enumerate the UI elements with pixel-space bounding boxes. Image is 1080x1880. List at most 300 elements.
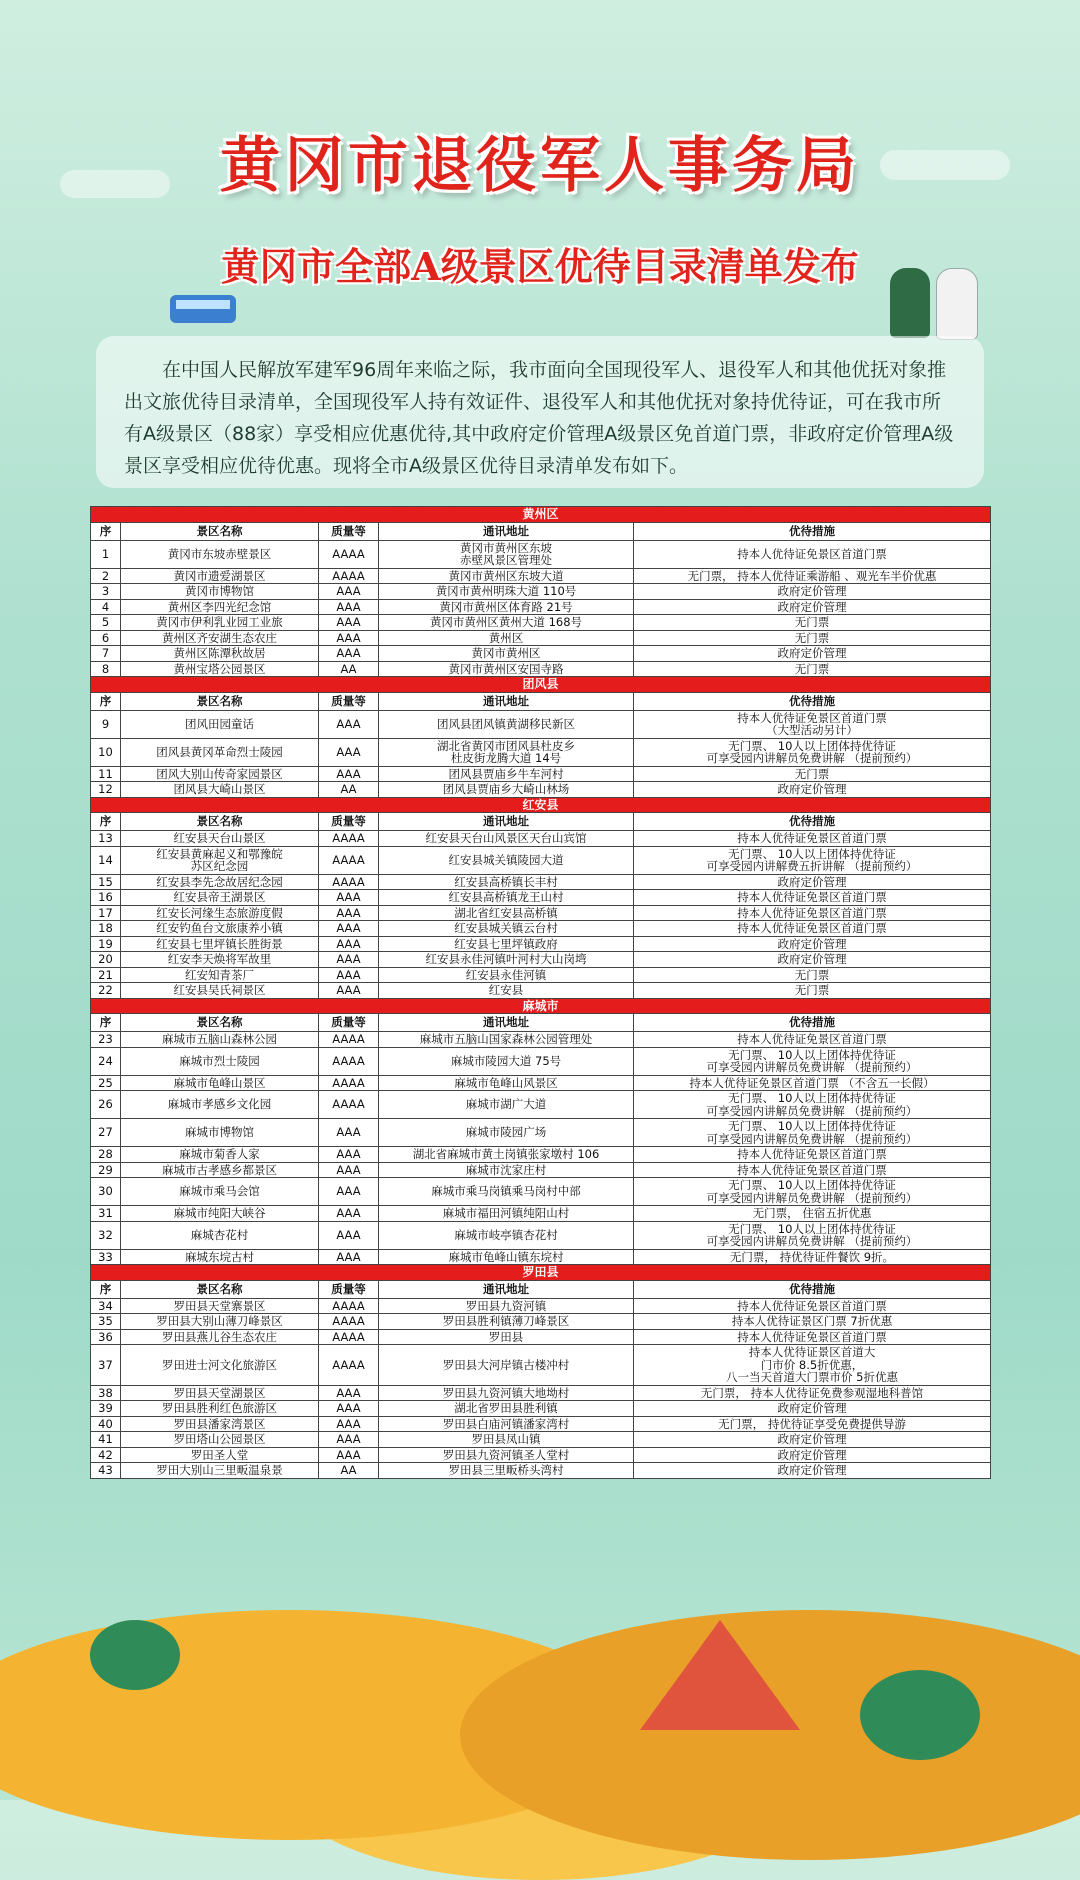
cell-index: 40 [91, 1416, 121, 1432]
cell-name: 黄冈市博物馆 [121, 584, 319, 600]
table-row [91, 646, 991, 662]
section-title: 团风县 [91, 677, 991, 693]
cell-name: 麻城市烈士陵园 [121, 1047, 319, 1075]
column-header-row [91, 522, 991, 540]
cell-index: 19 [91, 936, 121, 952]
table-row [91, 905, 991, 921]
cell-index: 25 [91, 1075, 121, 1091]
cell-name: 红安县帝王湖景区 [121, 890, 319, 906]
cell-grade: AAA [319, 1432, 379, 1448]
cell-address: 麻城市陵园大道 75号 [379, 1047, 634, 1075]
cell-policy: 无门票、 10人以上团体持优待证 可享受园内讲解员免费讲解 （提前预约） [634, 1221, 991, 1249]
cell-policy: 政府定价管理 [634, 584, 991, 600]
cell-address: 麻城市岐亭镇杏花村 [379, 1221, 634, 1249]
cell-grade: AAA [319, 599, 379, 615]
column-header: 优待措施 [634, 522, 991, 540]
cell-name: 麻城市博物馆 [121, 1119, 319, 1147]
cell-grade: AAAA [319, 1329, 379, 1345]
table-row [91, 831, 991, 847]
cell-address: 湖北省红安县高桥镇 [379, 905, 634, 921]
cell-address: 罗田县九资河镇圣人堂村 [379, 1447, 634, 1463]
cell-address: 湖北省麻城市黄土岗镇张家墩村 106 [379, 1147, 634, 1163]
cell-index: 21 [91, 967, 121, 983]
cell-grade: AAA [319, 1249, 379, 1265]
cell-name: 红安长河缘生态旅游度假 [121, 905, 319, 921]
column-header: 序 [91, 1280, 121, 1298]
cell-policy: 无门票， 持优待证享受免费提供导游 [634, 1416, 991, 1432]
cell-address: 黄州区 [379, 630, 634, 646]
cell-index: 30 [91, 1178, 121, 1206]
cell-name: 黄州区齐安湖生态农庄 [121, 630, 319, 646]
cell-index: 29 [91, 1162, 121, 1178]
cell-policy: 无门票、 10人以上团体持优待证 可享受园内讲解员免费讲解 （提前预约） [634, 1178, 991, 1206]
table-row [91, 1345, 991, 1386]
cell-name: 罗田县胜利红色旅游区 [121, 1401, 319, 1417]
cell-grade: AAA [319, 646, 379, 662]
cell-policy: 无门票， 持本人优待证免费参观湿地科普馆 [634, 1385, 991, 1401]
cell-name: 麻城市五脑山森林公园 [121, 1032, 319, 1048]
cell-address: 黄冈市黄州区东坡 赤壁风景区管理处 [379, 540, 634, 568]
cell-grade: AAA [319, 630, 379, 646]
cell-index: 13 [91, 831, 121, 847]
cell-grade: AAA [319, 1162, 379, 1178]
cell-index: 35 [91, 1314, 121, 1330]
section-title: 黄州区 [91, 507, 991, 523]
cell-address: 黄冈市黄州区 [379, 646, 634, 662]
table-row [91, 846, 991, 874]
cell-name: 麻城市纯阳大峡谷 [121, 1206, 319, 1222]
table-row [91, 599, 991, 615]
cell-grade: AAA [319, 710, 379, 738]
cell-grade: AAA [319, 1416, 379, 1432]
section-header-row [91, 677, 991, 693]
cell-policy: 持本人优待证景区门票 7折优惠 [634, 1314, 991, 1330]
cell-name: 麻城杏花村 [121, 1221, 319, 1249]
column-header-row [91, 813, 991, 831]
cell-name: 麻城市龟峰山景区 [121, 1075, 319, 1091]
cell-address: 团风县贾庙乡牛车河村 [379, 766, 634, 782]
column-header: 优待措施 [634, 1280, 991, 1298]
column-header-row [91, 1280, 991, 1298]
cell-policy: 无门票 [634, 766, 991, 782]
cell-policy: 持本人优待证免景区首道门票 [634, 831, 991, 847]
table-row [91, 1385, 991, 1401]
column-header: 通讯地址 [379, 1014, 634, 1032]
cell-grade: AAA [319, 1119, 379, 1147]
section-header-row [91, 797, 991, 813]
cell-name: 红安县吴氏祠景区 [121, 983, 319, 999]
scenic-spot-table [90, 506, 991, 1479]
table-row [91, 766, 991, 782]
cell-policy: 无门票 [634, 615, 991, 631]
cell-policy: 政府定价管理 [634, 1447, 991, 1463]
table-row [91, 540, 991, 568]
cell-index: 6 [91, 630, 121, 646]
cell-name: 红安钓鱼台文旅康养小镇 [121, 921, 319, 937]
cell-policy: 无门票 [634, 983, 991, 999]
cell-policy: 持本人优待证免景区首道门票 （不含五一长假） [634, 1075, 991, 1091]
table-row [91, 1162, 991, 1178]
cell-grade: AAA [319, 983, 379, 999]
table-row [91, 782, 991, 798]
cell-policy: 持本人优待证免景区首道门票 [634, 905, 991, 921]
cell-address: 黄冈市黄州区黄州大道 168号 [379, 615, 634, 631]
cell-policy: 政府定价管理 [634, 874, 991, 890]
column-header: 序 [91, 522, 121, 540]
cell-policy: 无门票， 住宿五折优惠 [634, 1206, 991, 1222]
cell-policy: 无门票 [634, 967, 991, 983]
cell-index: 12 [91, 782, 121, 798]
cell-policy: 持本人优待证免景区首道门票 [634, 1162, 991, 1178]
cell-index: 33 [91, 1249, 121, 1265]
column-header: 景区名称 [121, 1280, 319, 1298]
cell-grade: AAAA [319, 1091, 379, 1119]
table-row [91, 936, 991, 952]
cell-grade: AAAA [319, 1032, 379, 1048]
cell-index: 16 [91, 890, 121, 906]
column-header: 优待措施 [634, 692, 991, 710]
cell-index: 2 [91, 568, 121, 584]
table-row [91, 874, 991, 890]
cell-index: 34 [91, 1298, 121, 1314]
table-row [91, 1447, 991, 1463]
cell-policy: 政府定价管理 [634, 1401, 991, 1417]
tree-icon [90, 1620, 180, 1690]
cell-name: 团风田园童话 [121, 710, 319, 738]
cell-address: 麻城市龟峰山镇东垸村 [379, 1249, 634, 1265]
cell-policy: 无门票、 10人以上团体持优待证 可享受园内讲解费五折讲解 （提前预约） [634, 846, 991, 874]
table-row [91, 921, 991, 937]
cell-grade: AAAA [319, 874, 379, 890]
cell-address: 红安县城关镇陵园大道 [379, 846, 634, 874]
cell-policy: 持本人优待证免景区首道门票 [634, 1032, 991, 1048]
cell-address: 麻城市五脑山国家森林公园管理处 [379, 1032, 634, 1048]
cell-name: 罗田塔山公园景区 [121, 1432, 319, 1448]
cell-address: 红安县高桥镇龙王山村 [379, 890, 634, 906]
cell-policy: 持本人优待证免景区首道门票 [634, 1329, 991, 1345]
column-header: 优待措施 [634, 1014, 991, 1032]
cell-name: 黄冈市遗爱湖景区 [121, 568, 319, 584]
section-title: 罗田县 [91, 1265, 991, 1281]
cell-name: 罗田县潘家湾景区 [121, 1416, 319, 1432]
cell-grade: AA [319, 782, 379, 798]
cell-name: 黄州区陈潭秋故居 [121, 646, 319, 662]
cell-address: 麻城市陵园广场 [379, 1119, 634, 1147]
table-row [91, 1298, 991, 1314]
cell-address: 黄冈市黄州明珠大道 110号 [379, 584, 634, 600]
cell-name: 黄州宝塔公园景区 [121, 661, 319, 677]
cell-address: 罗田县凤山镇 [379, 1432, 634, 1448]
cell-policy: 政府定价管理 [634, 1463, 991, 1479]
cell-policy: 持本人优待证景区首道大 门市价 8.5折优惠， 八一当天首道大门票市价 5折优惠 [634, 1345, 991, 1386]
column-header-row [91, 1014, 991, 1032]
cell-grade: AA [319, 1463, 379, 1479]
cell-index: 10 [91, 738, 121, 766]
column-header: 质量等 [319, 813, 379, 831]
cell-address: 麻城市龟峰山风景区 [379, 1075, 634, 1091]
page-subtitle: 黄冈市全部A级景区优待目录清单发布 [221, 244, 859, 289]
cell-name: 麻城市孝感乡文化园 [121, 1091, 319, 1119]
table-row [91, 1463, 991, 1479]
cell-index: 4 [91, 599, 121, 615]
cell-name: 麻城东垸古村 [121, 1249, 319, 1265]
cell-policy: 持本人优待证免景区首道门票 [634, 890, 991, 906]
cell-index: 5 [91, 615, 121, 631]
cell-address: 罗田县九资河镇 [379, 1298, 634, 1314]
cell-policy: 无门票、 10人以上团体持优待证 可享受园内讲解员免费讲解 （提前预约） [634, 1119, 991, 1147]
column-header: 景区名称 [121, 1014, 319, 1032]
column-header: 序 [91, 1014, 121, 1032]
table-row [91, 967, 991, 983]
cell-index: 20 [91, 952, 121, 968]
cell-policy: 无门票 [634, 661, 991, 677]
cell-index: 14 [91, 846, 121, 874]
cell-index: 15 [91, 874, 121, 890]
table-row [91, 1416, 991, 1432]
cell-name: 麻城市乘马会馆 [121, 1178, 319, 1206]
cell-policy: 无门票 [634, 630, 991, 646]
tree-icon [860, 1670, 980, 1760]
cell-name: 麻城市菊香人家 [121, 1147, 319, 1163]
table-row [91, 1432, 991, 1448]
intro-paragraph: 在中国人民解放军建军96周年来临之际，我市面向全国现役军人、退役军人和其他优抚对象推出文旅优待目录清单，全国现役军人持有效证件、退役军人和其他优抚对象持优待证，可在我市所有A级景区（88家）享受相应优惠优待,其中政府定价管理A级景区免首道门票，非政府定价管理A级景区享受相应优待优惠。现将全市A级景区优待目录清单发布如下。 [96, 336, 984, 488]
cell-index: 43 [91, 1463, 121, 1479]
cell-grade: AAA [319, 615, 379, 631]
cell-grade: AAA [319, 890, 379, 906]
cell-index: 1 [91, 540, 121, 568]
cell-grade: AAA [319, 905, 379, 921]
cell-grade: AAA [319, 738, 379, 766]
cell-name: 罗田县大别山薄刀峰景区 [121, 1314, 319, 1330]
cell-policy: 持本人优待证免景区首道门票 [634, 921, 991, 937]
cell-grade: AAAA [319, 1314, 379, 1330]
cell-policy: 政府定价管理 [634, 952, 991, 968]
cell-index: 9 [91, 710, 121, 738]
cell-name: 团风大别山传奇家园景区 [121, 766, 319, 782]
page-title: 黄冈市退役军人事务局 [220, 131, 860, 201]
cell-name: 罗田县天堂寨景区 [121, 1298, 319, 1314]
table-row [91, 615, 991, 631]
cell-address: 麻城市沈家庄村 [379, 1162, 634, 1178]
cell-index: 41 [91, 1432, 121, 1448]
cell-address: 湖北省罗田县胜利镇 [379, 1401, 634, 1417]
cell-address: 红安县天台山风景区天台山宾馆 [379, 831, 634, 847]
section-header-row [91, 507, 991, 523]
cell-policy: 政府定价管理 [634, 599, 991, 615]
cell-index: 36 [91, 1329, 121, 1345]
column-header: 景区名称 [121, 813, 319, 831]
cell-name: 罗田大别山三里畈温泉景 [121, 1463, 319, 1479]
cell-policy: 持本人优待证免景区首道门票 （大型活动另计） [634, 710, 991, 738]
column-header: 序 [91, 813, 121, 831]
column-header: 通讯地址 [379, 522, 634, 540]
table-row [91, 1249, 991, 1265]
cell-name: 红安知青茶厂 [121, 967, 319, 983]
cell-index: 11 [91, 766, 121, 782]
cell-index: 31 [91, 1206, 121, 1222]
cell-index: 7 [91, 646, 121, 662]
table-row [91, 1314, 991, 1330]
cell-grade: AAA [319, 952, 379, 968]
cell-index: 32 [91, 1221, 121, 1249]
cell-policy: 无门票， 持本人优待证乘游船 、观光车半价优惠 [634, 568, 991, 584]
cell-name: 黄州区李四光纪念馆 [121, 599, 319, 615]
cell-address: 团风县团风镇黄湖移民新区 [379, 710, 634, 738]
cell-name: 团风县黄冈革命烈士陵园 [121, 738, 319, 766]
cell-index: 17 [91, 905, 121, 921]
table-row [91, 710, 991, 738]
cell-policy: 无门票、 10人以上团体持优待证 可享受园内讲解员免费讲解 （提前预约） [634, 738, 991, 766]
cell-grade: AAAA [319, 831, 379, 847]
cell-address: 麻城市福田河镇纯阳山村 [379, 1206, 634, 1222]
cell-grade: AAAA [319, 568, 379, 584]
cell-grade: AAA [319, 1206, 379, 1222]
cell-grade: AAA [319, 766, 379, 782]
cell-grade: AAA [319, 921, 379, 937]
cell-name: 红安县李先念故居纪念园 [121, 874, 319, 890]
cell-index: 3 [91, 584, 121, 600]
cell-index: 23 [91, 1032, 121, 1048]
cell-name: 黄冈市东坡赤壁景区 [121, 540, 319, 568]
cell-address: 红安县永佳河镇 [379, 967, 634, 983]
table-row [91, 1075, 991, 1091]
cell-name: 麻城市古孝感乡都景区 [121, 1162, 319, 1178]
table-row [91, 952, 991, 968]
cell-address: 罗田县白庙河镇潘家湾村 [379, 1416, 634, 1432]
cell-policy: 持本人优待证免景区首道门票 [634, 1298, 991, 1314]
table-row [91, 1178, 991, 1206]
cell-name: 团风县大崎山景区 [121, 782, 319, 798]
table-row [91, 1221, 991, 1249]
section-header-row [91, 1265, 991, 1281]
cell-grade: AAA [319, 584, 379, 600]
column-header: 优待措施 [634, 813, 991, 831]
cell-grade: AAA [319, 1447, 379, 1463]
cell-index: 18 [91, 921, 121, 937]
column-header: 景区名称 [121, 692, 319, 710]
cell-policy: 持本人优待证免景区首道门票 [634, 1147, 991, 1163]
table-row [91, 1091, 991, 1119]
cell-grade: AAAA [319, 1298, 379, 1314]
cell-address: 红安县高桥镇长丰村 [379, 874, 634, 890]
cell-grade: AAAA [319, 540, 379, 568]
cell-index: 28 [91, 1147, 121, 1163]
cell-name: 红安李天焕将军故里 [121, 952, 319, 968]
cell-policy: 政府定价管理 [634, 782, 991, 798]
table-row [91, 1206, 991, 1222]
column-header: 质量等 [319, 692, 379, 710]
cell-grade: AAA [319, 1385, 379, 1401]
column-header: 序 [91, 692, 121, 710]
table-row [91, 983, 991, 999]
cell-address: 麻城市乘马岗镇乘马岗村中部 [379, 1178, 634, 1206]
section-title: 麻城市 [91, 998, 991, 1014]
column-header: 景区名称 [121, 522, 319, 540]
bus-icon [170, 295, 236, 323]
cell-address: 团风县贾庙乡大崎山林场 [379, 782, 634, 798]
table-row [91, 1147, 991, 1163]
column-header: 质量等 [319, 1280, 379, 1298]
column-header: 质量等 [319, 522, 379, 540]
table-row [91, 630, 991, 646]
cell-name: 红安县黄麻起义和鄂豫皖 苏区纪念园 [121, 846, 319, 874]
cell-index: 38 [91, 1385, 121, 1401]
cell-name: 黄冈市伊利乳业园工业旅 [121, 615, 319, 631]
cell-address: 罗田县 [379, 1329, 634, 1345]
cell-grade: AAA [319, 1178, 379, 1206]
cell-policy: 无门票， 持优待证件餐饮 9折。 [634, 1249, 991, 1265]
cell-address: 罗田县胜利镇薄刀峰景区 [379, 1314, 634, 1330]
cell-index: 39 [91, 1401, 121, 1417]
cell-grade: AAA [319, 1147, 379, 1163]
cell-policy: 无门票、 10人以上团体持优待证 可享受园内讲解员免费讲解 （提前预约） [634, 1091, 991, 1119]
cell-policy: 无门票、 10人以上团体持优待证 可享受园内讲解员免费讲解 （提前预约） [634, 1047, 991, 1075]
cell-address: 黄冈市黄州区东坡大道 [379, 568, 634, 584]
cell-address: 红安县永佳河镇叶河村大山岗塆 [379, 952, 634, 968]
cell-index: 22 [91, 983, 121, 999]
cell-name: 罗田县天堂湖景区 [121, 1385, 319, 1401]
cell-grade: AAAA [319, 846, 379, 874]
cell-name: 罗田进士河文化旅游区 [121, 1345, 319, 1386]
cell-address: 麻城市湖广大道 [379, 1091, 634, 1119]
cell-address: 湖北省黄冈市团风县杜皮乡 杜皮街龙腾大道 14号 [379, 738, 634, 766]
cell-policy: 持本人优待证免景区首道门票 [634, 540, 991, 568]
cell-grade: AAAA [319, 1047, 379, 1075]
cell-index: 27 [91, 1119, 121, 1147]
cell-grade: AAA [319, 1221, 379, 1249]
table-row [91, 1047, 991, 1075]
section-header-row [91, 998, 991, 1014]
cell-index: 24 [91, 1047, 121, 1075]
cell-name: 红安县天台山景区 [121, 831, 319, 847]
cell-grade: AAA [319, 936, 379, 952]
table-row [91, 738, 991, 766]
column-header: 通讯地址 [379, 1280, 634, 1298]
cell-index: 42 [91, 1447, 121, 1463]
column-header-row [91, 692, 991, 710]
cell-name: 红安县七里坪镇长胜街景 [121, 936, 319, 952]
table-row [91, 1401, 991, 1417]
cell-grade: AAA [319, 967, 379, 983]
cell-address: 罗田县三里畈桥头湾村 [379, 1463, 634, 1479]
cell-index: 37 [91, 1345, 121, 1386]
cell-address: 红安县 [379, 983, 634, 999]
cell-index: 8 [91, 661, 121, 677]
cell-policy: 政府定价管理 [634, 646, 991, 662]
table-row [91, 568, 991, 584]
table-row [91, 584, 991, 600]
cell-grade: AAAA [319, 1345, 379, 1386]
cell-name: 罗田县燕儿谷生态农庄 [121, 1329, 319, 1345]
cell-address: 黄冈市黄州区体育路 21号 [379, 599, 634, 615]
table-row [91, 661, 991, 677]
tent-icon [640, 1620, 800, 1730]
table-row [91, 1032, 991, 1048]
table-row [91, 890, 991, 906]
cell-grade: AAA [319, 1401, 379, 1417]
column-header: 质量等 [319, 1014, 379, 1032]
cell-address: 罗田县大河岸镇古楼冲村 [379, 1345, 634, 1386]
cell-index: 26 [91, 1091, 121, 1119]
column-header: 通讯地址 [379, 813, 634, 831]
cell-name: 罗田圣人堂 [121, 1447, 319, 1463]
cell-address: 黄冈市黄州区安国寺路 [379, 661, 634, 677]
table-row [91, 1329, 991, 1345]
cell-grade: AA [319, 661, 379, 677]
cell-policy: 政府定价管理 [634, 936, 991, 952]
section-title: 红安县 [91, 797, 991, 813]
cell-grade: AAAA [319, 1075, 379, 1091]
